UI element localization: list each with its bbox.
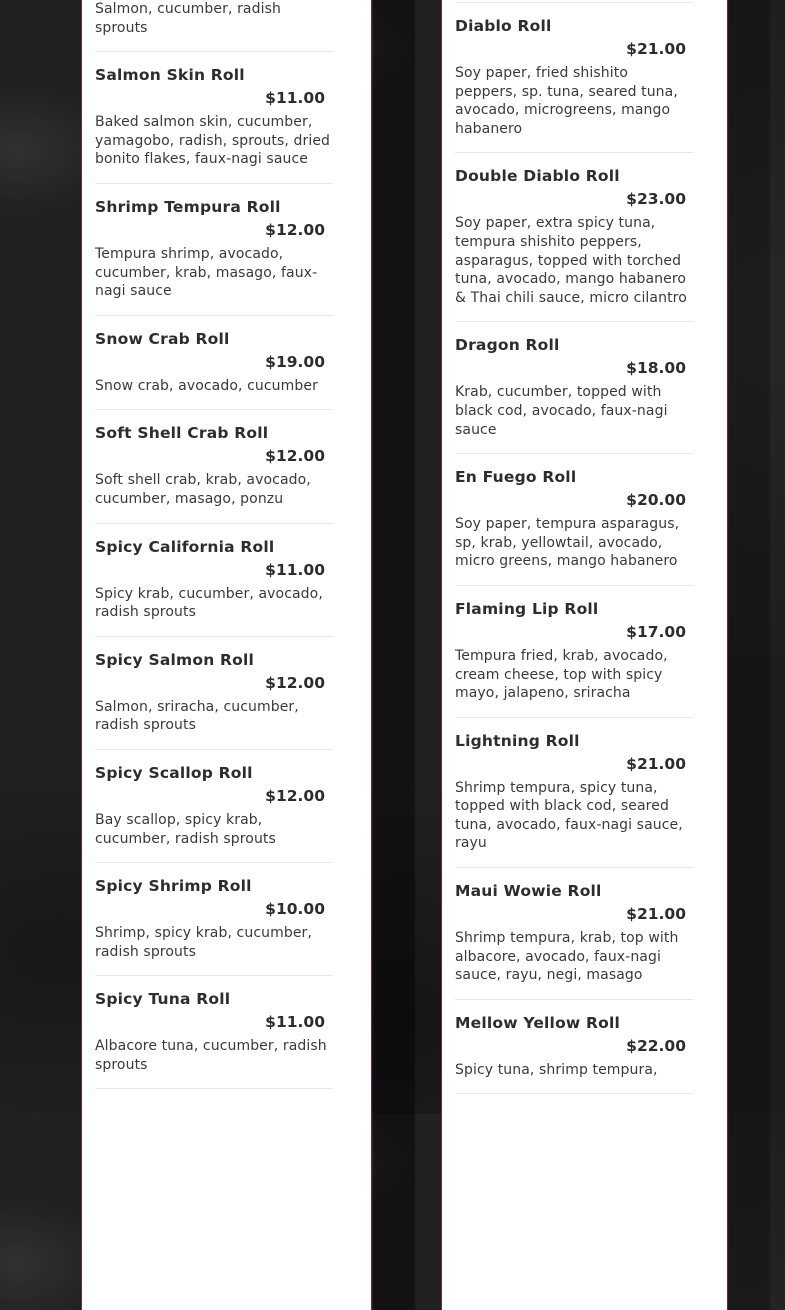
menu-item-price: $23.00 [626, 190, 686, 209]
menu-item-description: Shrimp, spicy krab, cucumber, radish sprouts [95, 925, 312, 960]
menu-item-name: Soft Shell Crab Roll [95, 424, 269, 443]
menu-item [95, 316, 333, 411]
menu-item [455, 868, 694, 1000]
menu-item-description: Soy paper, tempura asparagus, sp, krab, yellowtail, avocado, micro greens, mango habanero [455, 516, 680, 570]
menu-item-name: Spicy Scallop Roll [95, 763, 253, 782]
menu-item-description: Shrimp tempura, krab, top with albacore, avocado, faux-nagi sauce, rayu, negi, masago [455, 930, 679, 984]
menu-item-price: $20.00 [626, 491, 686, 510]
menu-item-name: Spicy Tuna Roll [95, 990, 231, 1009]
menu-item [455, 3, 694, 153]
menu-item-description: Bay scallop, spicy krab, cucumber, radish sprouts [95, 811, 276, 847]
menu-item [455, 153, 694, 322]
menu-item [95, 410, 333, 523]
menu-item-description: Salmon, cucumber, radish sprouts [95, 1, 281, 36]
menu-item-description: Tempura fried, krab, avocado, cream cheese, top with spicy mayo, jalapeno, sriracha [455, 647, 668, 702]
menu-item-name: Snow Crab Roll [95, 329, 230, 348]
menu-item [95, 863, 333, 976]
menu-item [95, 976, 333, 1089]
menu-item-price: $11.00 [265, 1013, 325, 1032]
menu-item-description: Spicy tuna, shrimp tempura, [455, 1061, 658, 1078]
menu-item-name: Maui Wowie Roll [455, 882, 602, 901]
menu-item [455, 718, 694, 868]
menu-item-name: Spicy Salmon Roll [95, 650, 255, 669]
menu-item-description: Soy paper, fried shishito peppers, sp. tuna, seared tuna, avocado, microgreens, mango habanero [455, 65, 678, 137]
menu-item-price: $21.00 [626, 754, 686, 773]
menu-item-name: Lightning Roll [455, 731, 580, 750]
menu-item [95, 750, 333, 863]
menu-item-name: Salmon Skin Roll [95, 66, 245, 85]
menu-item-price: $11.00 [265, 560, 325, 579]
menu-item-price: $10.00 [265, 900, 325, 919]
menu-item-name: Diablo Roll [455, 17, 552, 35]
menu-item-price: $12.00 [265, 786, 325, 805]
menu-item-description: Krab, cucumber, topped with black cod, avocado, faux-nagi sauce [455, 384, 668, 438]
menu-item-name: Spicy Shrimp Roll [95, 877, 252, 896]
menu-item-description: Snow crab, avocado, cucumber [95, 377, 318, 394]
menu-item-name: Spicy California Roll [95, 537, 275, 556]
menu-item-price: $12.00 [265, 673, 325, 692]
menu-item-name: Dragon Roll [455, 336, 560, 355]
menu-item-price: $11.00 [265, 89, 325, 108]
menu-item-description: Shrimp tempura, spicy tuna, topped with black cod, seared tuna, avocado, faux-nagi sauce, rayu [455, 779, 683, 852]
menu-item-description: Soy paper, extra spicy tuna, tempura shishito peppers, asparagus, topped with torched tuna, avocado, mango habanero & Thai chili sauce, micro cilantro [455, 215, 687, 306]
menu-item-price: $18.00 [626, 359, 686, 378]
menu-item-name: Double Diablo Roll [455, 167, 620, 186]
menu-item-description: Tempura shrimp, avocado, cucumber, krab, masago, faux-nagi sauce [95, 245, 318, 300]
menu-item-description: Albacore tuna, cucumber, radish sprouts [95, 1038, 327, 1073]
menu-item-partial [95, 0, 333, 52]
menu-item-description: Salmon, sriracha, cucumber, radish sprouts [95, 698, 299, 734]
menu-item-description: Soft shell crab, krab, avocado, cucumber, masago, ponzu [95, 472, 311, 507]
menu-item-price: $19.00 [265, 352, 325, 371]
menu-item-price: $22.00 [626, 1036, 686, 1055]
menu-item-price: $12.00 [265, 220, 325, 239]
menu-item [455, 586, 694, 718]
menu-item-price: $21.00 [626, 40, 686, 58]
menu-item [95, 184, 333, 316]
menu-item [455, 454, 694, 586]
menu-item-description: Spicy krab, cucumber, avocado, radish sprouts [95, 585, 323, 621]
menu-item-price: $17.00 [626, 622, 686, 641]
menu-item [95, 52, 333, 184]
menu-item-description: Baked salmon skin, cucumber, yamagobo, radish, sprouts, dried bonito flakes, faux-nagi sauce [95, 114, 331, 168]
menu-item-name: Mellow Yellow Roll [455, 1013, 621, 1032]
menu-item-price: $21.00 [626, 905, 686, 924]
menu-item [455, 1000, 694, 1095]
menu-item [95, 524, 333, 637]
menu-item-name: Shrimp Tempura Roll [95, 197, 281, 216]
menu-item-name: En Fuego Roll [455, 468, 577, 487]
menu-item [455, 322, 694, 454]
menu-item-name: Flaming Lip Roll [455, 599, 599, 618]
menu-item-price: $12.00 [265, 447, 325, 466]
menu-item [95, 637, 333, 750]
